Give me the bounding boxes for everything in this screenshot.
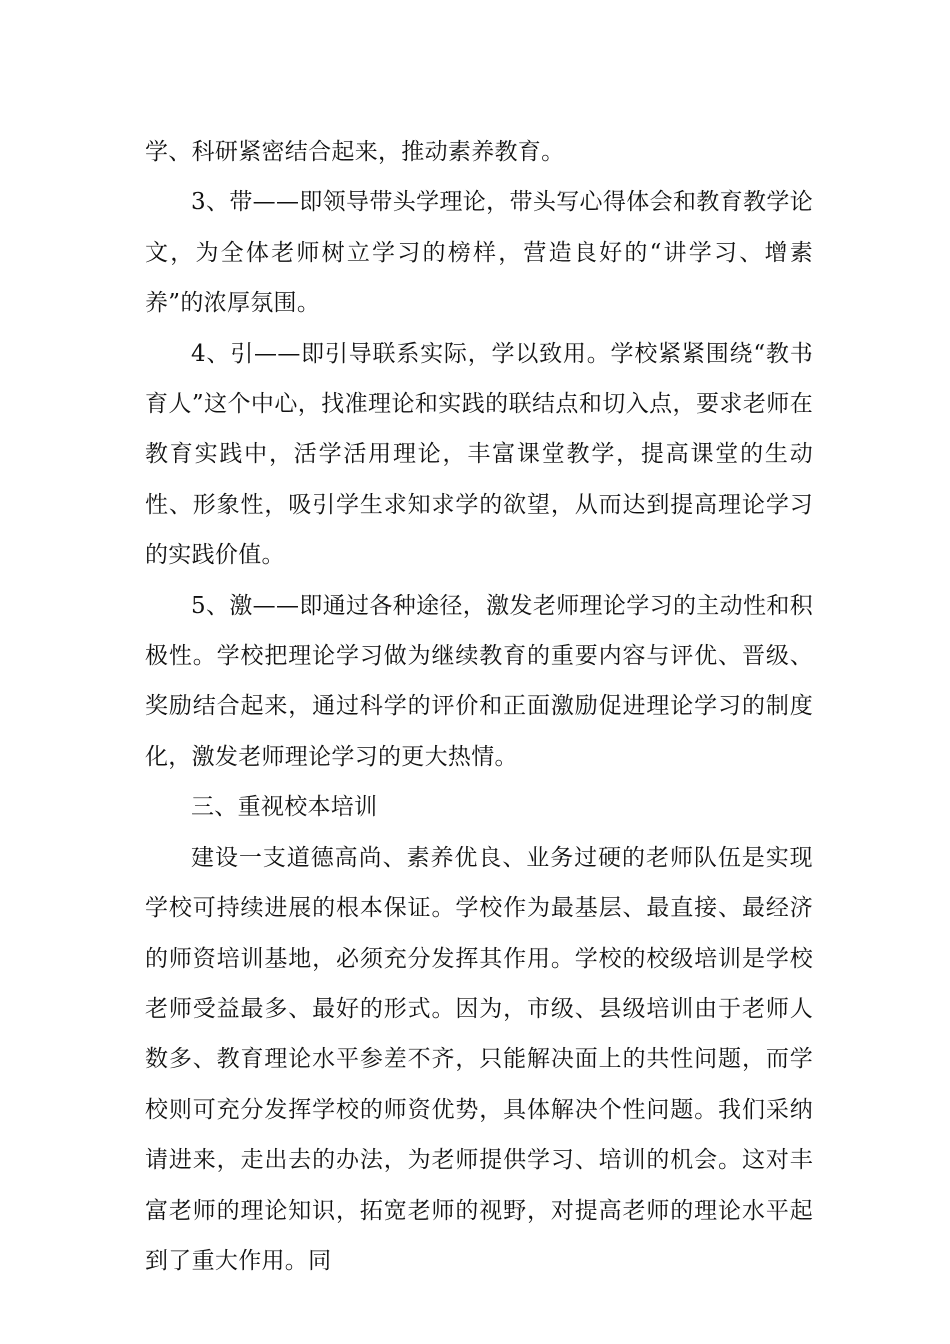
paragraph-school-training: 建设一支道德高尚、素养优良、业务过硬的老师队伍是实现学校可持续进展的根本保证。学校作为最基层、最直接、最经济的师资培训基地，必须充分发挥其作用。学校的校级培训是学校老师受益最多、最好的形式。因为，市级、县级培训由于老师人数多、教育理论水平参差不齐，只能解决面上的共性问题，而学校则可充分发挥学校的师资优势，具体解决个性问题。我们采纳请进来，走出去的办法，为老师提供学习、培训的机会。这对丰富老师的理论知识，拓宽老师的视野，对提高老师的理论水平起到了重大作用。同 xyxy=(145,844,813,1274)
section-heading: 三、重视校本培训 xyxy=(191,794,378,821)
document-body xyxy=(145,127,813,1286)
paragraph-item-5: 5、激——即通过各种途径，激发老师理论学习的主动性和积极性。学校把理论学习做为继续教育的重要内容与评优、晋级、奖励结合起来，通过科学的评价和正面激励促进理论学习的制度化，激发老师理论学习的更大热情。 xyxy=(145,592,813,770)
paragraph-item-4: 4、引——即引导联系实际，学以致用。学校紧紧围绕“教书育人”这个中心，找准理论和实践的联结点和切入点，要求老师在教育实践中，活学活用理论，丰富课堂教学，提高课堂的生动性、形象性，吸引学生求知求学的欲望，从而达到提高理论学习的实践价值。 xyxy=(145,340,813,569)
paragraph-item-3: 3、带——即领导带头学理论，带头写心得体会和教育教学论文，为全体老师树立学习的榜样，营造良好的“讲学习、增素养”的浓厚氛围。 xyxy=(145,189,813,317)
paragraph-continuation: 学、科研紧密结合起来，推动素养教育。 xyxy=(145,139,565,165)
